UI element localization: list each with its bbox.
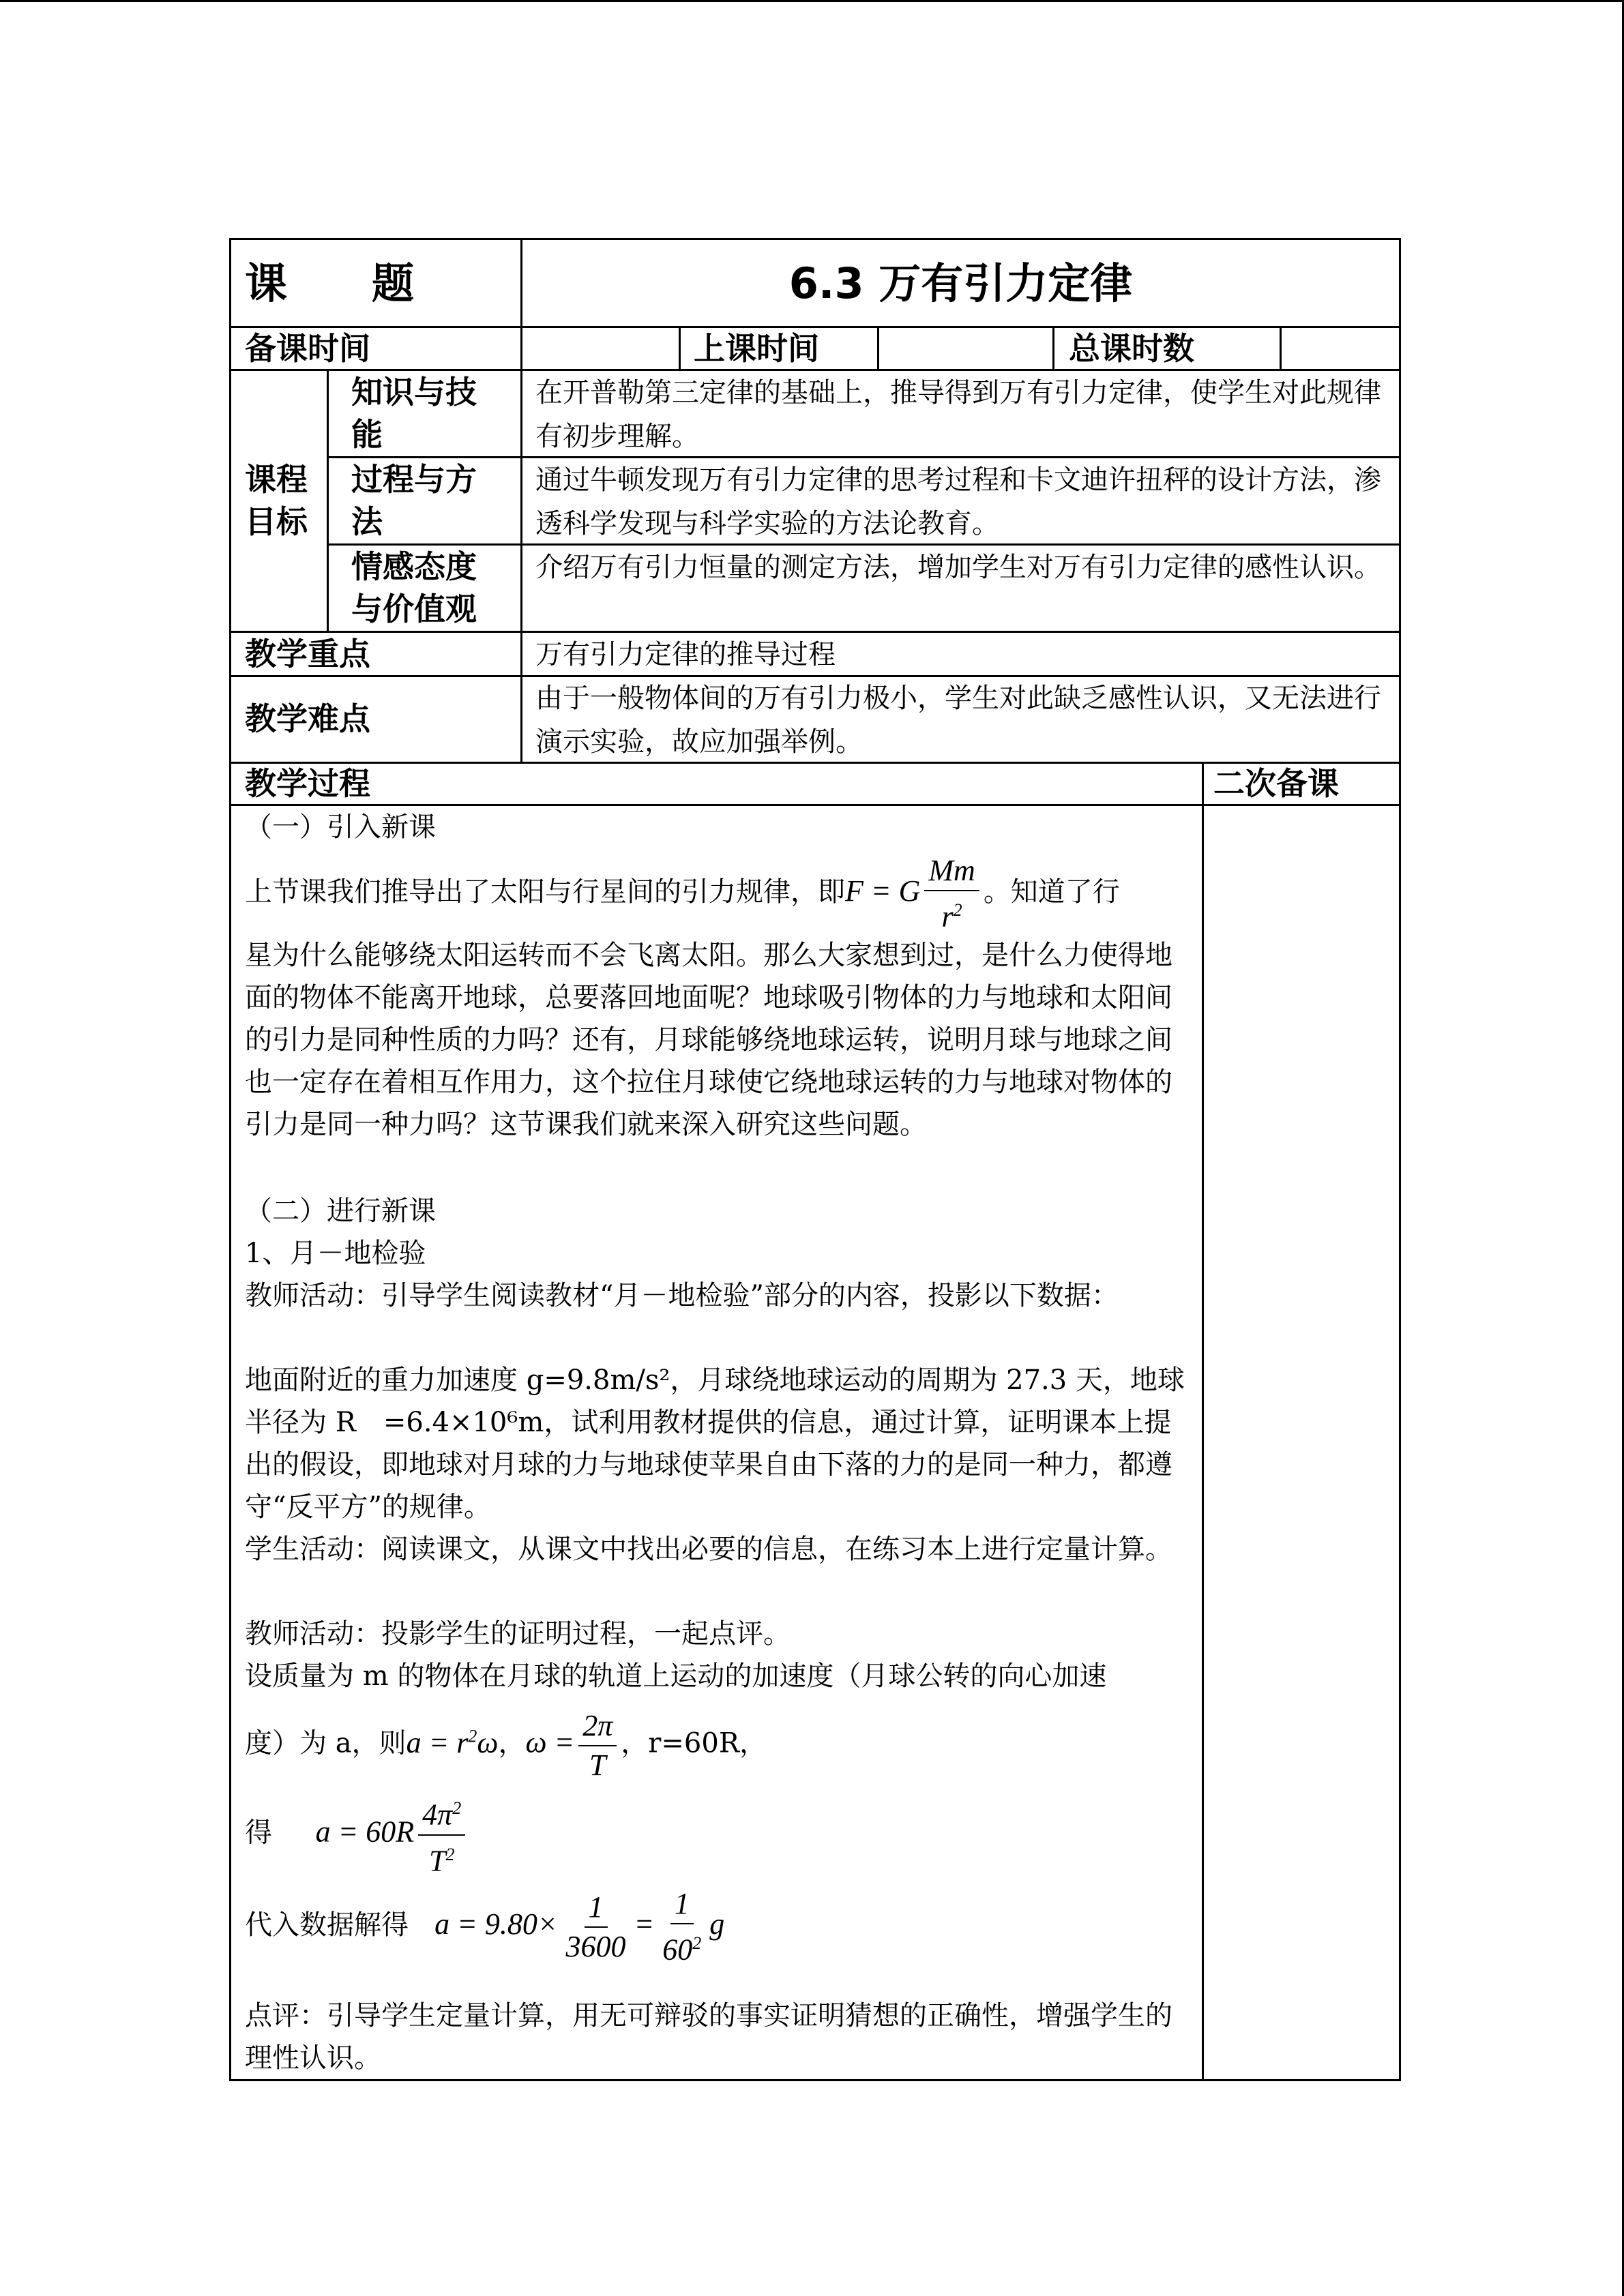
col-divider	[520, 240, 522, 762]
col-divider	[679, 326, 681, 369]
intro-paragraph: 星为什么能够绕太阳运转而不会飞离太阳。那么大家想到过，是什么力使得地面的物体不能离开地球，总要落回地面呢？地球吸引物体的力与地球和太阳间的引力是同种性质的力吗？还有，月球能够绕地球运转，说明月球与地球之间也一定存在着相互作用力，这个拉住月球使它绕地球运转的力与地球对物体的引力是同一种力吗？这节课我们就来深入研究这些问题。	[245, 940, 1172, 1140]
class-time-label: 上课时间	[694, 330, 819, 367]
intro-line-1	[245, 852, 1120, 936]
lesson-plan-table	[229, 238, 1401, 2081]
objective-text-process: 通过牛顿发现万有引力定律的思考过程和卡文迪许扭秤的设计方法，渗透科学发现与科学实验的方法论教育。	[535, 464, 1381, 539]
teacher-activity-1: 教师活动：引导学生阅读教材“月－地检验”部分的内容，投影以下数据：	[245, 1280, 1119, 1311]
page-title: 6.3 万有引力定律	[788, 258, 1133, 308]
key-point-text: 万有引力定律的推导过程	[535, 639, 836, 670]
intro-heading: （一）引入新课	[245, 811, 436, 843]
difficulty-label: 教学难点	[245, 700, 370, 737]
setup-text-after: ，r=60R，	[621, 1727, 767, 1759]
solve-line	[245, 1883, 724, 1969]
col-divider	[327, 369, 329, 631]
key-point-label: 教学重点	[245, 636, 370, 672]
intro-text-before: 上节课我们推导出了太阳与行星间的引力规律，即	[245, 876, 845, 908]
total-hours-label: 总课时数	[1069, 330, 1194, 367]
solve-fraction-1: $\frac{1}{3600}$	[562, 1888, 630, 1966]
col-divider	[877, 326, 879, 369]
solve-formula: a = 9.80×	[434, 1907, 558, 1941]
omega-fraction: $\frac{2\pi}{T}$	[578, 1707, 617, 1785]
gravity-fraction: $\frac{Mm}{r^2}$	[924, 852, 979, 936]
comment-paragraph: 点评：引导学生定量计算，用无可辩驳的事实证明猜想的正确性，增强学生的理性认识。	[245, 2000, 1172, 2074]
g-symbol: g	[709, 1907, 725, 1941]
derive-label: 得	[245, 1817, 272, 1849]
objective-label-knowledge: 知识与技能	[351, 374, 477, 453]
solve-fraction-2: $\frac{1}{60^2}$	[658, 1885, 705, 1969]
data-paragraph: 地面附近的重力加速度 g=9.8m/s²，月球绕地球运动的周期为 27.3 天，地球半径为 R =6.4×10⁶m，试利用教材提供的信息，通过计算，证明课本上提出的假设，即地球对月球的力与地球使苹果自由下落的力的是同一种力，都遵守“反平方”的规律。	[245, 1365, 1185, 1523]
topic-label: 课 题	[245, 258, 415, 308]
gravity-formula: F = G	[845, 874, 921, 908]
process-label: 教学过程	[245, 765, 370, 802]
derive-formula: a = 60R	[315, 1815, 415, 1849]
omega-formula: ω =	[525, 1725, 575, 1759]
solve-label: 代入数据解得	[245, 1909, 409, 1941]
objective-text-knowledge: 在开普勒第三定律的基础上，推导得到万有引力定律，使学生对此规律有初步理解。	[535, 377, 1381, 452]
page-top-border	[0, 0, 1624, 2]
teacher-activity-2: 教师活动：投影学生的证明过程，一起点评。	[245, 1618, 791, 1650]
setup-text-before: 度）为 a，则	[245, 1727, 407, 1759]
new-lesson-heading: （二）进行新课	[245, 1195, 436, 1227]
equals-sign: =	[634, 1907, 655, 1941]
col-divider	[1202, 762, 1204, 2079]
objective-label-attitude: 情感态度与价值观	[351, 548, 477, 627]
setup-line-1: 设质量为 m 的物体在月球的轨道上运动的加速度（月球公转的向心加速	[245, 1660, 1107, 1692]
col-divider	[1052, 326, 1054, 369]
difficulty-text: 由于一般物体间的万有引力极小，学生对此缺乏感性认识，又无法进行演示实验，故应加强举例。	[535, 683, 1381, 758]
derive-line	[245, 1789, 469, 1880]
intro-text-after: 。知道了行	[983, 876, 1120, 908]
objective-label-process: 过程与方法	[351, 461, 477, 540]
objective-text-attitude: 介绍万有引力恒量的测定方法，增加学生对万有引力定律的感性认识。	[535, 552, 1381, 583]
prep-time-label: 备课时间	[245, 330, 370, 367]
col-divider	[1280, 326, 1282, 369]
accel-formula: $a = r^2\omega$	[406, 1725, 499, 1759]
second-prep-label: 二次备课	[1213, 765, 1339, 802]
derive-fraction: $\frac{4\pi^2}{T^2}$	[418, 1789, 465, 1880]
moon-earth-heading: 1、月－地检验	[245, 1238, 426, 1269]
student-activity: 学生活动：阅读课文，从课文中找出必要的信息，在练习本上进行定量计算。	[245, 1534, 1172, 1565]
objectives-group-label: 课程目标	[245, 461, 308, 540]
setup-line-2: 度）为 a，则$a = r^2\omega$，ω = $\frac{2\pi}{T}$ ，r=60R，	[245, 1699, 767, 1785]
